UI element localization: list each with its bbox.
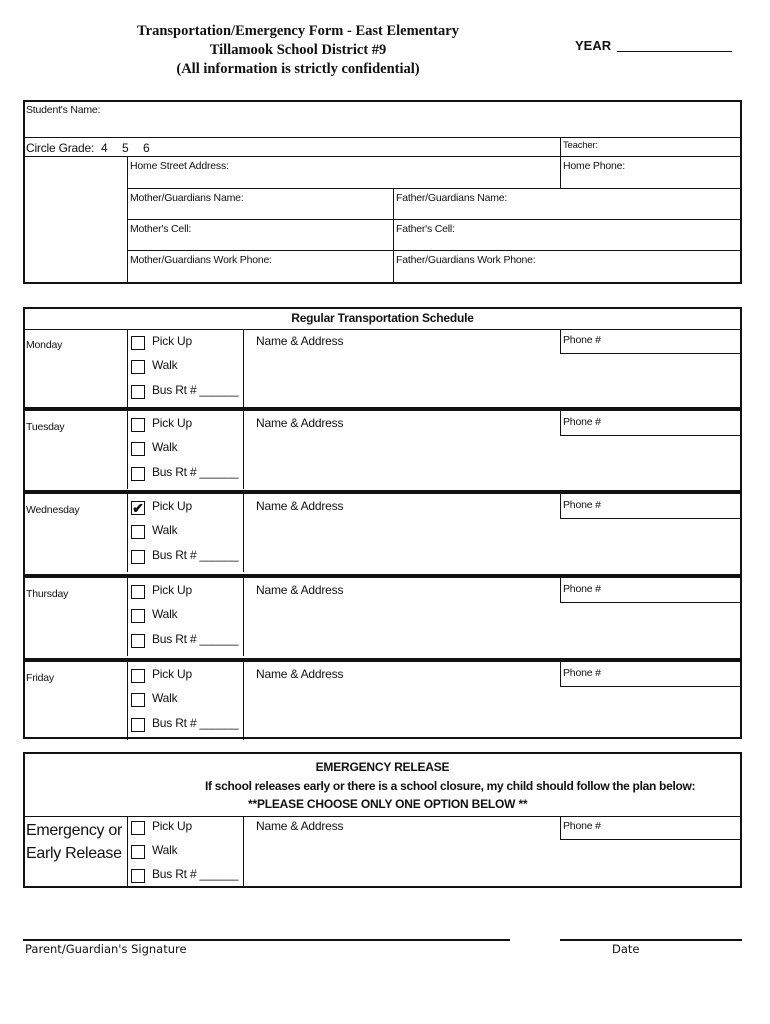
divider <box>560 662 561 686</box>
grade-option-4[interactable]: 4 <box>101 141 108 155</box>
emergency-phone-field[interactable]: Phone # <box>563 820 601 832</box>
divider <box>127 494 128 572</box>
confidential-note: (All information is strictly confidential) <box>176 61 420 77</box>
father-name-field[interactable]: Father/Guardians Name: <box>396 192 508 204</box>
divider <box>127 250 742 251</box>
checkbox-bus-route-thursday[interactable] <box>131 634 145 648</box>
grade-option-6[interactable]: 6 <box>143 141 150 155</box>
emergency-option-label-pick-up: Pick Up <box>152 819 192 833</box>
divider <box>560 816 561 839</box>
form-header <box>98 22 498 79</box>
mother-work-phone-field[interactable]: Mother/Guardians Work Phone: <box>130 254 272 266</box>
emergency-checkbox-bus-route[interactable] <box>131 869 145 883</box>
emergency-checkbox-walk[interactable] <box>131 845 145 859</box>
name-address-field-wednesday[interactable]: Name & Address <box>256 499 344 513</box>
emergency-instruction: If school releases early or there is a school closure, my child should follow the plan below: <box>205 779 696 793</box>
divider <box>560 518 742 519</box>
option-label-bus-route: Bus Rt # ______ <box>152 632 239 646</box>
option-label-pick-up: Pick Up <box>152 334 192 348</box>
emergency-title: EMERGENCY RELEASE <box>315 760 450 774</box>
option-label-pick-up: Pick Up <box>152 583 192 597</box>
day-label-monday: Monday <box>26 339 63 351</box>
divider <box>127 662 128 740</box>
divider <box>23 137 742 138</box>
divider <box>560 329 561 353</box>
form-title: Transportation/Emergency Form - East Elementary <box>137 23 459 39</box>
phone-field-monday[interactable]: Phone # <box>563 334 601 346</box>
year-field[interactable] <box>575 38 732 53</box>
checkbox-walk-wednesday[interactable] <box>131 525 145 539</box>
date-label: Date <box>612 942 640 956</box>
divider <box>560 839 742 840</box>
checkbox-bus-route-wednesday[interactable] <box>131 550 145 564</box>
option-label-bus-route: Bus Rt # ______ <box>152 465 239 479</box>
divider <box>127 219 742 220</box>
divider <box>393 188 394 284</box>
checkbox-walk-monday[interactable] <box>131 360 145 374</box>
divider <box>23 156 742 157</box>
phone-field-wednesday[interactable]: Phone # <box>563 499 601 511</box>
checkbox-pick-up-friday[interactable] <box>131 669 145 683</box>
year-label: YEAR <box>575 38 612 53</box>
emergency-checkbox-pick-up[interactable] <box>131 821 145 835</box>
day-label-thursday: Thursday <box>26 588 69 600</box>
name-address-field-monday[interactable]: Name & Address <box>256 334 344 348</box>
option-label-walk: Walk <box>152 358 178 372</box>
divider <box>243 494 244 572</box>
schedule-title: Regular Transportation Schedule <box>291 311 474 325</box>
checkbox-bus-route-friday[interactable] <box>131 718 145 732</box>
checkbox-bus-route-tuesday[interactable] <box>131 467 145 481</box>
grade-label: Circle Grade: <box>26 141 95 155</box>
day-label-friday: Friday <box>26 672 54 684</box>
mother-name-field[interactable]: Mother/Guardians Name: <box>130 192 244 204</box>
emergency-option-label-walk: Walk <box>152 843 178 857</box>
option-label-bus-route: Bus Rt # ______ <box>152 716 239 730</box>
emergency-row-label-line-1: Emergency or <box>26 822 122 839</box>
divider <box>560 686 742 687</box>
divider <box>560 494 561 518</box>
parent-signature-label: Parent/Guardian's Signature <box>25 942 187 956</box>
divider <box>560 435 742 436</box>
option-label-walk: Walk <box>152 607 178 621</box>
divider <box>127 188 742 189</box>
checkbox-pick-up-wednesday[interactable]: ✔ <box>132 500 144 516</box>
home-address-field[interactable]: Home Street Address: <box>130 160 229 172</box>
option-label-walk: Walk <box>152 523 178 537</box>
divider <box>127 578 128 656</box>
divider <box>560 137 561 188</box>
parent-signature-line[interactable] <box>23 939 510 941</box>
day-separator <box>23 574 742 578</box>
home-phone-field[interactable]: Home Phone: <box>563 160 626 172</box>
divider <box>560 411 561 435</box>
divider <box>560 578 561 602</box>
divider <box>23 816 742 817</box>
divider <box>127 329 128 407</box>
mother-cell-field[interactable]: Mother's Cell: <box>130 223 192 235</box>
name-address-field-tuesday[interactable]: Name & Address <box>256 416 344 430</box>
divider <box>243 578 244 656</box>
district-name: Tillamook School District #9 <box>209 42 387 58</box>
checkbox-pick-up-tuesday[interactable] <box>131 418 145 432</box>
day-separator <box>23 658 742 662</box>
year-blank-line[interactable] <box>617 51 732 52</box>
divider <box>127 156 128 284</box>
divider <box>23 329 742 330</box>
emergency-row-label-line-2: Early Release <box>26 845 122 862</box>
divider <box>560 602 742 603</box>
name-address-field-thursday[interactable]: Name & Address <box>256 583 344 597</box>
checkbox-pick-up-thursday[interactable] <box>131 585 145 599</box>
checkbox-pick-up-monday[interactable] <box>131 336 145 350</box>
date-line[interactable] <box>560 939 742 941</box>
divider <box>243 816 244 888</box>
option-label-walk: Walk <box>152 440 178 454</box>
phone-field-thursday[interactable]: Phone # <box>563 583 601 595</box>
day-label-tuesday: Tuesday <box>26 421 65 433</box>
day-separator <box>23 407 742 411</box>
emergency-choose-note: **PLEASE CHOOSE ONLY ONE OPTION BELOW ** <box>248 797 528 811</box>
emergency-row-label <box>26 819 122 865</box>
phone-field-tuesday[interactable]: Phone # <box>563 416 601 428</box>
teacher-field[interactable]: Teacher: <box>563 140 598 151</box>
checkbox-walk-friday[interactable] <box>131 693 145 707</box>
grade-option-5[interactable]: 5 <box>122 141 129 155</box>
name-address-field-friday[interactable]: Name & Address <box>256 667 344 681</box>
divider <box>560 353 742 354</box>
day-separator <box>23 490 742 494</box>
divider <box>127 816 128 888</box>
checkbox-bus-route-monday[interactable] <box>131 385 145 399</box>
emergency-option-label-bus-route: Bus Rt # ______ <box>152 867 239 881</box>
checkbox-walk-tuesday[interactable] <box>131 442 145 456</box>
day-label-wednesday: Wednesday <box>26 504 80 516</box>
option-label-pick-up: Pick Up <box>152 416 192 430</box>
option-label-bus-route: Bus Rt # ______ <box>152 383 239 397</box>
option-label-pick-up: Pick Up <box>152 667 192 681</box>
divider <box>127 411 128 489</box>
father-cell-field[interactable]: Father's Cell: <box>396 223 455 235</box>
father-work-phone-field[interactable]: Father/Guardians Work Phone: <box>396 254 536 266</box>
checkbox-walk-thursday[interactable] <box>131 609 145 623</box>
student-name-field[interactable]: Student's Name: <box>26 104 101 116</box>
option-label-bus-route: Bus Rt # ______ <box>152 548 239 562</box>
option-label-pick-up: Pick Up <box>152 499 192 513</box>
divider <box>243 411 244 489</box>
emergency-name-address-field[interactable]: Name & Address <box>256 819 344 833</box>
phone-field-friday[interactable]: Phone # <box>563 667 601 679</box>
divider <box>243 329 244 407</box>
option-label-walk: Walk <box>152 691 178 705</box>
divider <box>243 662 244 740</box>
